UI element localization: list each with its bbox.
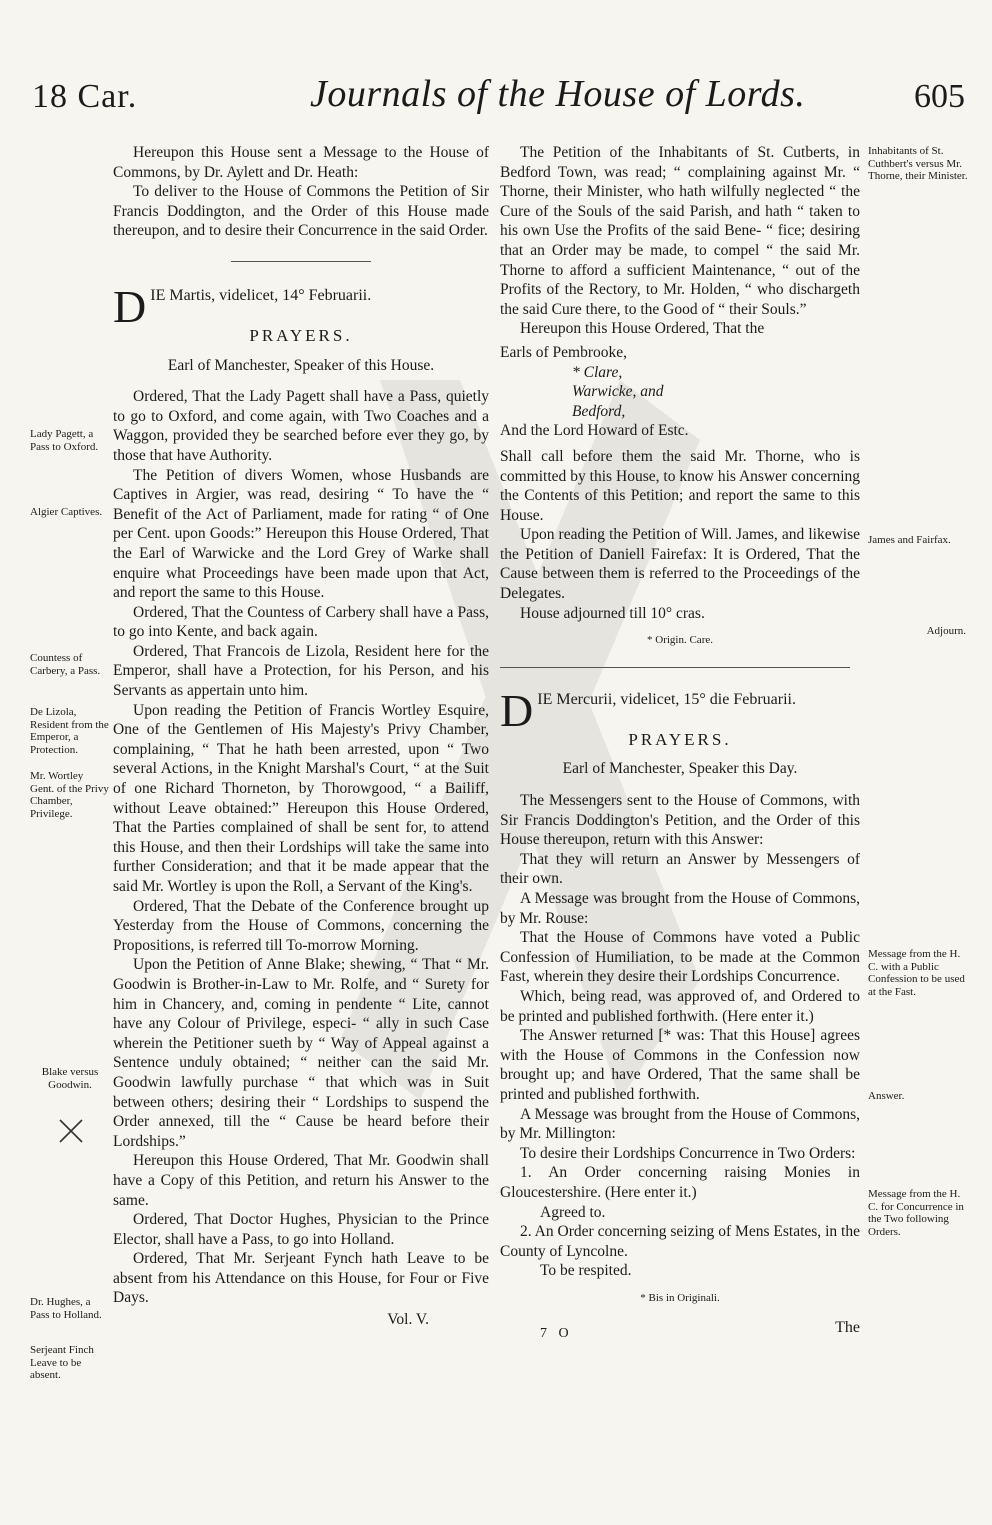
signature-mark: 7 O [540,1326,573,1342]
entry-approved: Which, being read, was approved of, and Ordered to be printed and published forthwith. (Here enter it.) [500,987,860,1025]
earl-item: * Clare, [572,363,623,381]
margin-note-answer: Answer. [868,1090,905,1102]
entry-goodwin-order: Hereupon this House Ordered, That Mr. Goodwin shall have a Copy of this Petition, and return his Answer to the same. [113,1152,489,1209]
margin-note-confession: Message from the H. C. with a Public Confession to be used at the Fast. [868,948,965,998]
earl-item: Bedford, [572,402,626,420]
drop-cap: D [113,280,147,332]
regnal-year: 18 Car. [32,78,138,115]
day-heading-text: IE Martis, videlicet, 14° Februarii. [150,286,372,304]
page-foot [500,1318,860,1344]
entry-messengers: The Messengers sent to the House of Commons, with Sir Francis Doddington's Petition, and the Order of this House thereupon, return with this Answer: [500,792,860,849]
margin-note-wortley: Mr. Wortley Gent. of the Privy Chamber, Privilege. [30,770,109,820]
x-mark-icon [58,1118,84,1144]
catchword: The [835,1319,860,1337]
entry-order-gloucestershire: 1. An Order concerning raising Monies in Gloucestershire. (Here enter it.) [500,1164,860,1201]
entry-wortley: Upon reading the Petition of Francis Wortley Esquire, One of the Gentlemen of His Majesty's Privy Chamber, complaining, “ That he hath been arrested, upon “ Two several Actions, in the Knight Marshal's Court, “ at the Suit of one Richard Thorneton, by Thorowgood, “ a Bailiff, without Leave obtained:” Hereupon this House Ordered, That the Parties complained of shall be sent for, to attend this House, and then their Lordships will take the same into further Consideration; and that it be made appear that the said Mr. Wortley is upon the Roll, a Servant of the King's. [113,701,489,895]
margin-note-finch: Serjeant Finch Leave to be absent. [30,1344,94,1381]
opening-paragraph-2: To deliver to the House of Commons the Petition of Sir Francis Doddington, and the Order of this House made thereupon, and to desire their Concurrence in the said Order. [113,183,489,240]
earls-list [500,343,860,441]
speaker-line: Earl of Manchester, Speaker of this House. [167,356,435,374]
entry-confession: That the House of Commons have voted a Public Confession of Humiliation, to be made at the Common Fast, wherein they desire their Lordships Concurrence. [500,929,860,986]
footnote-bis: * Bis in Originali. [640,1291,720,1304]
entry-respited: To be respited. [540,1262,632,1280]
entry-order-lyncolne: 2. An Order concerning seizing of Mens Estates, in the County of Lyncolne. [500,1223,860,1260]
entry-message-millington: A Message was brought from the House of Commons, by Mr. Millington: [500,1105,860,1143]
left-column [113,143,489,1330]
margin-note-algier: Algier Captives. [30,506,103,518]
entry-pagett: Ordered, That the Lady Pagett shall have a Pass, quietly to go to Oxford, and come again, with Two Coaches and a Waggon, provided they be searched before ever they go, by those that have Authority. [113,388,489,464]
margin-note-adjourn: Adjourn. [926,625,966,637]
entry-answer-returned: The Answer returned [* was: That this House] agrees with the House of Commons in the Confession now brought up; and have Ordered, That the same shall be printed and published forthwith. [500,1027,860,1103]
entry-two-orders: To desire their Lordships Concurrence in Two Orders: [520,1144,856,1162]
entry-agreed: Agreed to. [540,1203,606,1221]
entry-hughes: Ordered, That Doctor Hughes, Physician to the Prince Elector, shall have a Pass, to go into Holland. [113,1211,489,1248]
day-heading-14 [113,280,489,332]
margin-note-thorne: Inhabitants of St. Cuthbert's versus Mr. Thorne, their Minister. [868,145,968,182]
entry-hereupon: Hereupon this House Ordered, That the [520,320,765,338]
speaker-line: Earl of Manchester, Speaker this Day. [562,760,798,778]
entry-return-answer: That they will return an Answer by Messengers of their own. [500,850,860,888]
margin-note-james: James and Fairfax. [868,534,951,546]
right-column [500,143,860,1344]
volume-mark: Vol. V. [387,1311,429,1329]
earl-item: Warwicke, and [572,383,664,401]
prayers-heading: PRAYERS. [249,325,353,345]
lord-howard: And the Lord Howard of Estc. [500,422,689,440]
earls-lead: Earls of Pembrooke, [500,343,627,361]
section-divider [500,667,850,668]
margin-note-pagett: Lady Pagett, a Pass to Oxford. [30,428,99,453]
entry-adjourned: House adjourned till 10° cras. [520,604,705,622]
margin-note-carbery: Countess of Carbery, a Pass. [30,652,101,677]
prayers-heading: PRAYERS. [628,729,732,749]
entry-conference: Ordered, That the Debate of the Conference brought up Yesterday from the House of Commons, concerning the Propositions, is referred till To-morrow Morning. [113,897,489,954]
entry-james: Upon reading the Petition of Will. James, and likewise the Petition of Daniell Fairefax: It is Ordered, That the Cause between them is referred to the Proceedings of the Delegates. [500,526,860,603]
page-header [30,73,965,128]
entry-algier: The Petition of divers Women, whose Husbands are Captives in Argier, was read, desiring “ To have the “ Benefit of the Act of Parliament, made for rating “ of One per Cent. upon Goods:” Hereupon this House Ordered, That the Earl of Warwicke and the Lord Grey of Warke shall enquire what Proceedings have been made upon that Act, and report the same to this House. [113,466,489,602]
entry-shall-call: Shall call before them the said Mr. Thorne, who is committed by this House, to know his Answer concerning the Contents of this Petition; and report the same to this House. [500,447,860,524]
entry-carbery: Ordered, That the Countess of Carbery shall have a Pass, to go into Kente, and back again. [113,603,489,641]
page-number: 605 [914,78,965,115]
day-heading-text: IE Mercurii, videlicet, 15° die Februarii. [537,690,796,708]
journal-title: Journals of the House of Lords. [310,73,806,115]
day-heading-15 [500,684,860,736]
entry-cutberts-petition: The Petition of the Inhabitants of St. Cutberts, in Bedford Town, was read; “ complaining against Mr. “ Thorne, their Minister, who hath wilfully neglected “ the Cure of the Souls of the said Parish, and hath “ taken to his own Use the Profits of the said Bene- “ fice; desiring that an Order may be made, to compel “ the said Mr. Thorne to afford a sufficient Maintenance, “ out of the Profits of the Rectory, to Mr. Holden, “ who dischargeth the said Cure there, to the Good of “ their Souls.” [500,144,860,318]
entry-lizola: Ordered, That Francois de Lizola, Resident here for the Emperor, shall have a Protection, for his Person, and his Servants as appertain unto him. [113,642,489,700]
drop-cap: D [500,684,534,736]
opening-paragraph-1: Hereupon this House sent a Message to the House of Commons, by Dr. Aylett and Dr. Heath: [113,144,489,181]
margin-note-hughes: Dr. Hughes, a Pass to Holland. [30,1296,102,1321]
entry-fynch: Ordered, That Mr. Serjeant Fynch hath Leave to be absent from his Attendance on this House, for Four or Five Days. [113,1250,489,1307]
margin-note-lizola: De Lizola, Resident from the Emperor, a Protection. [30,706,109,756]
section-divider [231,261,371,262]
entry-message-rouse: A Message was brought from the House of Commons, by Mr. Rouse: [500,890,860,927]
footnote-origin-care: * Origin. Care. [647,634,713,647]
entry-blake: Upon the Petition of Anne Blake; shewing, “ That “ Mr. Goodwin is Brother-in-Law to Mr. Rolfe, and “ Surety for him in Chancery, and, coming in pendente “ Lite, cannot have any Colour of Privilege, especi- “ ally in such Case wherein the Petitioner sueth by “ Way of Appeal against a Sentence unduly obtained; “ neither can the said Mr. Goodwin lawfully purchase “ that which was in Suit between others; desiring their “ Lordships to suspend the Order annexed, till the “ Cause be heard before their Lordships.” [113,956,489,1150]
margin-note-blake: Blake versus Goodwin. [41,1066,99,1091]
margin-note-concurrence: Message from the H. C. for Concurrence in the Two following Orders. [868,1188,964,1238]
